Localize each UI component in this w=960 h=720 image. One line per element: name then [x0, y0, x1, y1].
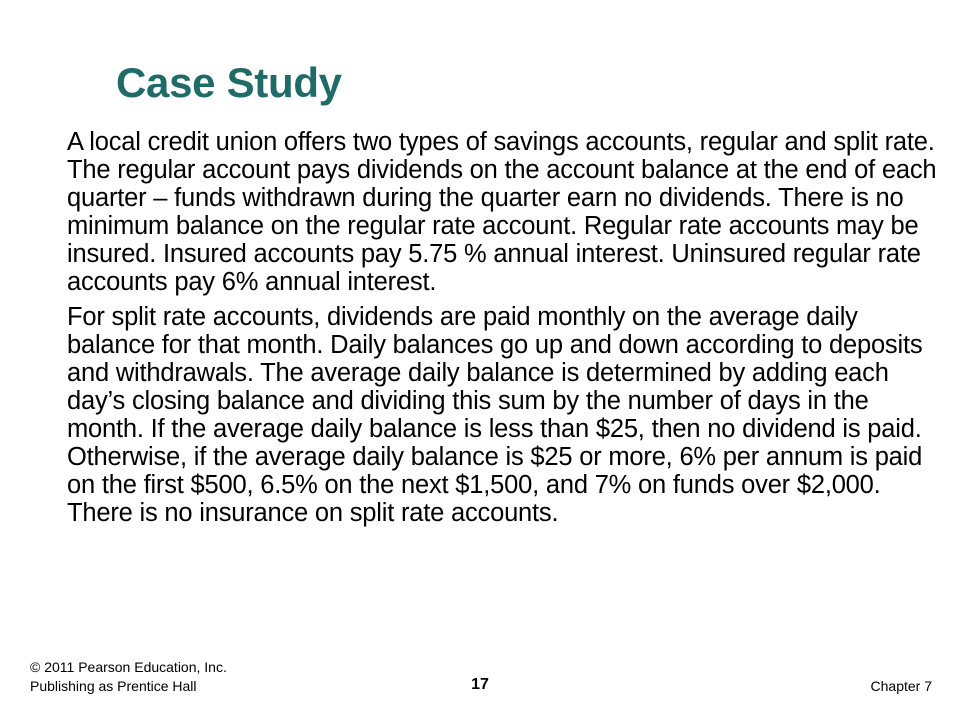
footer-page-number: 17	[471, 676, 489, 693]
footer-copyright: © 2011 Pearson Education, Inc. Publishing as Prentice Hall	[30, 659, 227, 694]
paragraph-split-rate-account: For split rate accounts, dividends are paid monthly on the average daily balance for that month. Daily balances go up and down according to deposits and withdrawals. The average daily balance is determined by adding each day’s closing balance and dividing this sum by the number of days in the month. If the average daily balance is less than $25, then no dividend is paid. Otherwise, if the average daily balance is $25 or more, 6% per annum is paid on the first $500, 6.5% on the next $1,500, and 7% on funds over $2,000. There is no insurance on split rate accounts.	[67, 303, 923, 527]
slide-title: Case Study	[116, 59, 342, 106]
slide-body	[67, 128, 947, 527]
paragraph-regular-account: A local credit union offers two types of savings accounts, regular and split rate. The regular account pays dividends on the account balance at the end of each quarter – funds withdrawn during the quarter earn no dividends. There is no minimum balance on the regular rate account. Regular rate accounts may be insured. Insured accounts pay 5.75 % annual interest. Uninsured regular rate accounts pay 6% annual interest.	[67, 128, 937, 296]
footer-chapter: Chapter 7	[870, 678, 932, 694]
